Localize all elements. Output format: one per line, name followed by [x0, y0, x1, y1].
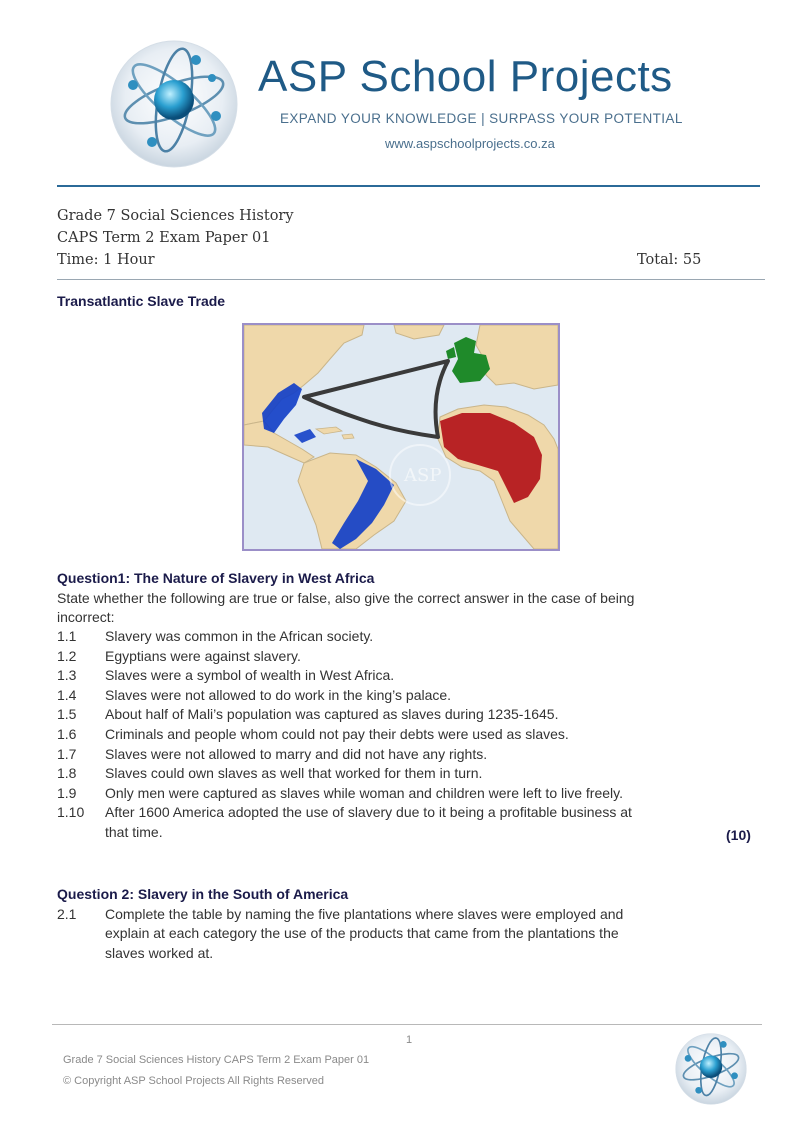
question1-item-text: Only men were captured as slaves while woman and children were left to live freely. [105, 785, 623, 801]
footer-paper-title: Grade 7 Social Sciences History CAPS Term 2 Exam Paper 01 [63, 1054, 370, 1066]
question1-item-number: 1.7 [57, 746, 77, 762]
footer-copyright: © Copyright ASP School Projects All Rights Reserved [63, 1075, 325, 1087]
brand-title: ASP School Projects [258, 52, 673, 101]
question1-item-text-continued: that time. [105, 824, 163, 840]
question2-heading: Question 2: Slavery in the South of America [57, 886, 349, 902]
question1-item-text: Slaves could own slaves as well that worked for them in turn. [105, 765, 483, 781]
question1-marks: (10) [726, 827, 751, 843]
question1-instruction-line2: incorrect: [57, 609, 115, 625]
page-number: 1 [406, 1034, 413, 1046]
question1-heading: Question1: The Nature of Slavery in West Africa [57, 570, 375, 586]
paper-subject: Grade 7 Social Sciences History [57, 208, 294, 224]
question1-instruction-line1: State whether the following are true or false, also give the correct answer in the case of being [57, 590, 635, 606]
header-divider [57, 185, 760, 187]
question1-item-text: Slaves were not allowed to do work in the king’s palace. [105, 687, 452, 703]
paper-time: Time: 1 Hour [57, 252, 155, 268]
section-title: Transatlantic Slave Trade [57, 293, 226, 309]
question1-item-number: 1.6 [57, 726, 77, 742]
info-divider [57, 279, 765, 280]
slave-trade-map [242, 323, 560, 551]
question1-item-number: 1.8 [57, 765, 77, 781]
map-watermark: ASP [404, 465, 442, 486]
question2-item-line2: explain at each category the use of the products that came from the plantations the [105, 925, 619, 941]
question1-item-number: 1.5 [57, 706, 77, 722]
paper-term: CAPS Term 2 Exam Paper 01 [57, 230, 271, 246]
question1-item-text: Criminals and people whom could not pay their debts were used as slaves. [105, 726, 569, 742]
question2-item-number: 2.1 [57, 906, 77, 922]
brand-tagline: EXPAND YOUR KNOWLEDGE | SURPASS YOUR POTENTIAL [280, 111, 683, 126]
question2-item-line3: slaves worked at. [105, 945, 214, 961]
question1-item-text: Slaves were a symbol of wealth in West Africa. [105, 667, 395, 683]
question1-item-number: 1.2 [57, 648, 77, 664]
brand-url: www.aspschoolprojects.co.za [385, 136, 555, 151]
question1-item-number: 1.4 [57, 687, 77, 703]
question1-item-number: 1.10 [57, 804, 85, 820]
paper-total: Total: 55 [637, 252, 702, 268]
question1-item-text: Slavery was common in the African society. [105, 628, 374, 644]
question1-item-text: After 1600 America adopted the use of slavery due to it being a profitable business at [105, 804, 632, 820]
question1-item-number: 1.1 [57, 628, 77, 644]
question1-item-number: 1.3 [57, 667, 77, 683]
footer-logo-icon [674, 1032, 748, 1106]
footer-divider [52, 1024, 762, 1025]
question1-item-number: 1.9 [57, 785, 77, 801]
header-logo-icon [108, 38, 240, 170]
question1-item-text: Egyptians were against slavery. [105, 648, 301, 664]
question2-item-line1: Complete the table by naming the five plantations where slaves were employed and [105, 906, 624, 922]
question1-item-text: Slaves were not allowed to marry and did not have any rights. [105, 746, 488, 762]
question1-item-text: About half of Mali’s population was captured as slaves during 1235-1645. [105, 706, 559, 722]
